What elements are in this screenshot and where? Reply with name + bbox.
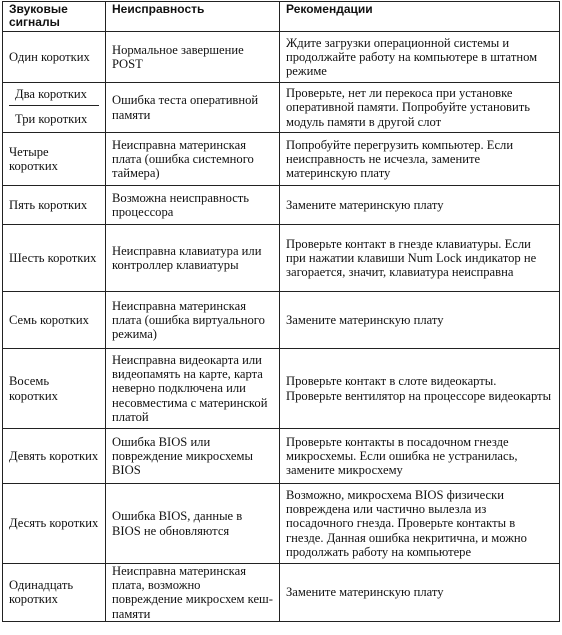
signal-cell: Восемь коротких xyxy=(3,349,106,429)
signal-cell: Шесть коротких xyxy=(3,225,106,292)
table-row xyxy=(3,83,560,133)
recommendation-cell: Ждите загрузки операционной системы и продолжайте работу на компьютере в штатном режиме xyxy=(280,32,560,83)
fault-cell: Ошибка теста оперативной памяти xyxy=(106,83,280,133)
recommendation-cell: Проверьте контакт в слоте видеокарты. Проверьте вентилятор на процессоре видеокарты xyxy=(280,349,560,429)
recommendation-cell: Замените материнскую плату xyxy=(280,292,560,349)
fault-cell: Неисправна материнская плата (ошибка виртуального режима) xyxy=(106,292,280,349)
table-row xyxy=(3,564,560,622)
recommendation-cell: Проверьте контакт в гнезде клавиатуры. Если при нажатии клавиши Num Lock индикатор не загорается, значит, клавиатура неисправна xyxy=(280,225,560,292)
fault-cell: Неисправна клавиатура или контроллер клавиатуры xyxy=(106,225,280,292)
beep-codes-table xyxy=(2,1,560,622)
fault-cell: Ошибка BIOS, данные в BIOS не обновляются xyxy=(106,484,280,564)
split-divider xyxy=(9,105,99,106)
signal-cell: Девять коротких xyxy=(3,429,106,484)
header-signals: Звуковые сигналы xyxy=(3,2,106,32)
recommendation-cell: Замените материнскую плату xyxy=(280,564,560,622)
fault-cell: Неисправна материнская плата, возможно повреждение микросхем кеш-памяти xyxy=(106,564,280,622)
table-row xyxy=(3,349,560,429)
fault-cell: Неисправна материнская плата (ошибка системного таймера) xyxy=(106,133,280,186)
fault-cell: Возможна неисправность процессора xyxy=(106,186,280,225)
signal-cell: Четыре коротких xyxy=(3,133,106,186)
table-row xyxy=(3,429,560,484)
recommendation-cell: Проверьте, нет ли перекоса при установке оперативной памяти. Попробуйте установить модуль памяти в другой слот xyxy=(280,83,560,133)
table-row xyxy=(3,225,560,292)
signal-cell: Пять коротких xyxy=(3,186,106,225)
table-row xyxy=(3,186,560,225)
table-row xyxy=(3,32,560,83)
fault-cell: Неисправна видеокарта или видеопамять на карте, карта неверно подключена или несовместима с материнской платой xyxy=(106,349,280,429)
signal-cell-split xyxy=(3,83,106,133)
signal-two-short: Два коротких xyxy=(15,86,87,101)
header-fault: Неисправность xyxy=(106,2,280,32)
signal-cell: Одинадцать коротких xyxy=(3,564,106,622)
signal-cell: Семь коротких xyxy=(3,292,106,349)
fault-cell: Ошибка BIOS или повреждение микросхемы BIOS xyxy=(106,429,280,484)
table-row xyxy=(3,484,560,564)
signal-cell: Один коротких xyxy=(3,32,106,83)
header-recommendation: Рекомендации xyxy=(280,2,560,32)
signal-three-short: Три коротких xyxy=(15,111,88,126)
recommendation-cell: Замените материнскую плату xyxy=(280,186,560,225)
recommendation-cell: Проверьте контакты в посадочном гнезде микросхемы. Если ошибка не устранилась, замените микросхему xyxy=(280,429,560,484)
recommendation-cell: Возможно, микросхема BIOS физически повреждена или частично вылезла из посадочного гнезда. Проверьте контакты в гнезде. Данная ошибка некритична, и можно продолжать работу на компьютере xyxy=(280,484,560,564)
recommendation-cell: Попробуйте перегрузить компьютер. Если неисправность не исчезла, замените материнскую плату xyxy=(280,133,560,186)
signal-cell: Десять коротких xyxy=(3,484,106,564)
fault-cell: Нормальное завершение POST xyxy=(106,32,280,83)
table-row xyxy=(3,133,560,186)
table-row xyxy=(3,292,560,349)
table-header-row xyxy=(3,2,560,32)
